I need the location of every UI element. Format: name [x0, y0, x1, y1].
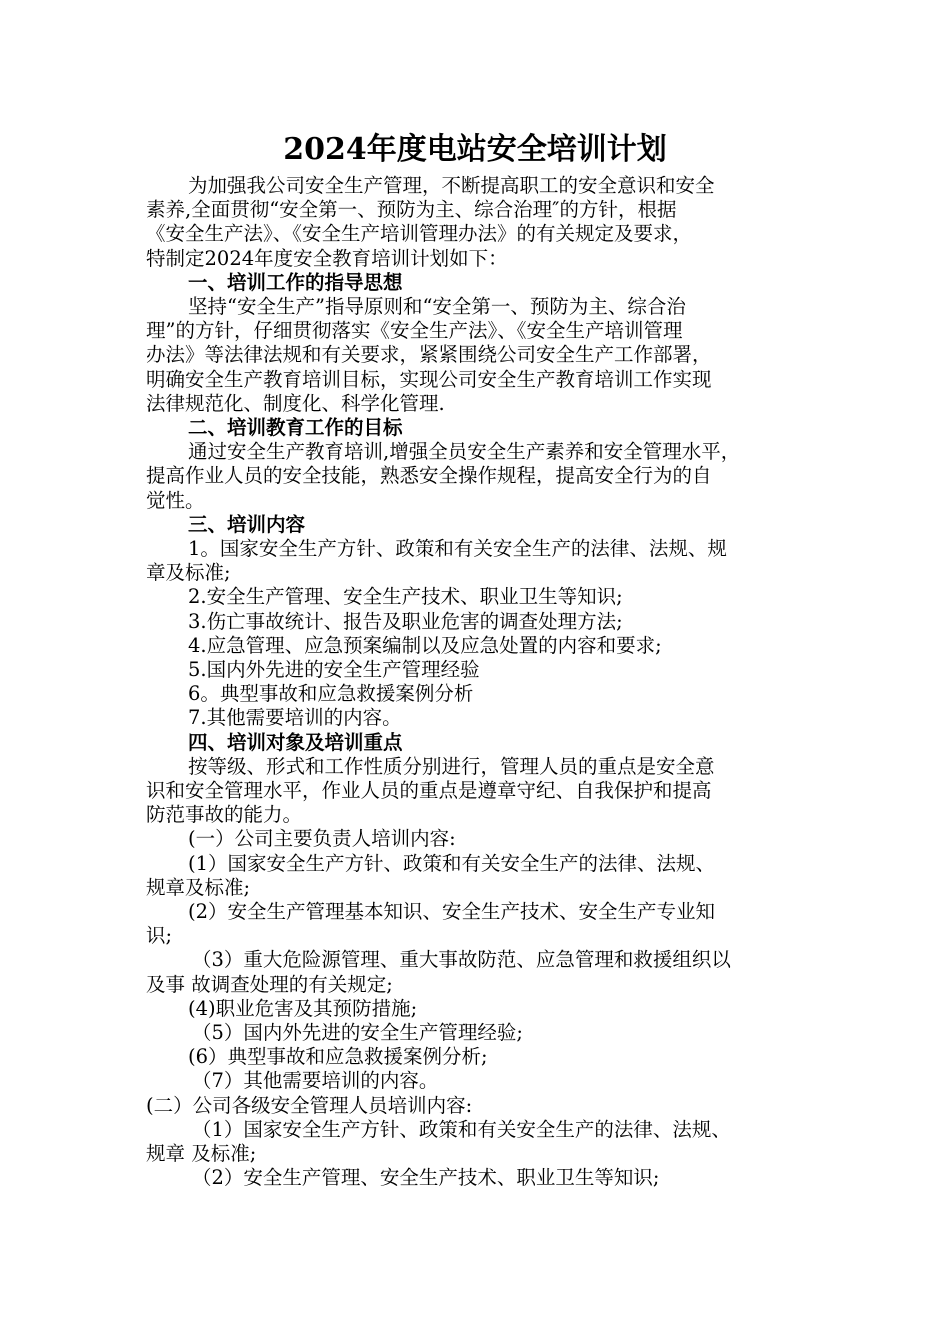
text-line: 及事 故调查处理的有关规定; [146, 972, 393, 996]
text-line: 理”的方针，仔细贯彻落实《安全生产法》、《安全生产培训管理 [146, 319, 683, 343]
section-heading: 二、培训教育工作的目标 [188, 416, 403, 439]
text-line: 按等级、形式和工作性质分别进行，管理人员的重点是安全意 [188, 754, 715, 778]
text-line: 办法》等法律法规和有关要求，紧紧围绕公司安全生产工作部署， [146, 343, 712, 367]
text-line: 通过安全生产教育培训,增强全员安全生产素养和安全管理水平， [188, 440, 741, 464]
text-line: （1）国家安全生产方针、政策和有关安全生产的法律、法规、 [192, 1117, 731, 1141]
text-line: （5）国内外先进的安全生产管理经验; [192, 1021, 523, 1044]
text-line: (一）公司主要负责人培训内容: [188, 827, 456, 851]
text-line: 3.伤亡事故统计、报告及职业危害的调查处理方法; [188, 609, 623, 633]
text-line: 章及标准; [146, 561, 231, 585]
section-heading: 四、培训对象及培训重点 [188, 730, 403, 754]
text-line: 坚持“安全生产”指导原则和“安全第一、预防为主、综合治 [188, 295, 686, 318]
text-line: （2）安全生产管理、安全生产技术、职业卫生等知识; [192, 1166, 660, 1190]
text-line: 明确安全生产教育培训目标，实现公司安全生产教育培训工作实现 [146, 367, 712, 391]
text-line: 规章及标准; [146, 875, 251, 899]
text-line: (1）国家安全生产方针、政策和有关安全生产的法律、法规、 [188, 851, 716, 875]
text-line: （7）其他需要培训的内容。 [192, 1069, 439, 1093]
text-line: 6。典型事故和应急救援案例分析 [188, 682, 474, 706]
text-line: 5.国内外先进的安全生产管理经验 [188, 658, 480, 681]
text-line: 为加强我公司安全生产管理，不断提高职工的安全意识和安全 [188, 174, 715, 197]
section-heading: 三、培训内容 [188, 512, 306, 536]
text-line: (6）典型事故和应急救援案例分析; [188, 1045, 488, 1069]
text-line: (4)职业危害及其预防措施; [188, 996, 418, 1020]
document-title: 2024年度电站安全培训计划 [283, 132, 667, 167]
text-line: 法律规范化、制度化、科学化管理. [146, 391, 445, 415]
text-line: (二）公司各级安全管理人员培训内容: [146, 1093, 473, 1117]
text-line: 1。国家安全生产方针、政策和有关安全生产的法律、法规、规 [188, 537, 727, 560]
text-line: 4.应急管理、应急预案编制以及应急处置的内容和要求; [188, 633, 662, 657]
section-heading: 一、培训工作的指导思想 [188, 270, 403, 294]
text-line: 《安全生产法》、《安全生产培训管理办法》的有关规定及要求， [146, 222, 693, 246]
text-line: 特制定2024年度安全教育培训计划如下： [146, 246, 508, 270]
text-line: 觉性。 [146, 488, 205, 512]
text-line: 素养,全面贯彻“安全第一、预防为主、综合治理″的方针，根据 [146, 198, 677, 222]
text-line: 规章 及标准; [146, 1142, 257, 1165]
text-line: (2）安全生产管理基本知识、安全生产技术、安全生产专业知 [188, 900, 716, 923]
text-line: 7.其他需要培训的内容。 [188, 706, 402, 730]
text-line: （3）重大危险源管理、重大事故防范、应急管理和救援组织以 [192, 948, 731, 972]
text-line: 识和安全管理水平，作业人员的重点是遵章守纪、自我保护和提高 [146, 779, 712, 802]
text-line: 防范事故的能力。 [146, 803, 303, 827]
text-line: 识; [146, 924, 173, 948]
text-line: 2.安全生产管理、安全生产技术、职业卫生等知识; [188, 585, 623, 609]
text-line: 提高作业人员的安全技能，熟悉安全操作规程，提高安全行为的自 [146, 464, 712, 488]
